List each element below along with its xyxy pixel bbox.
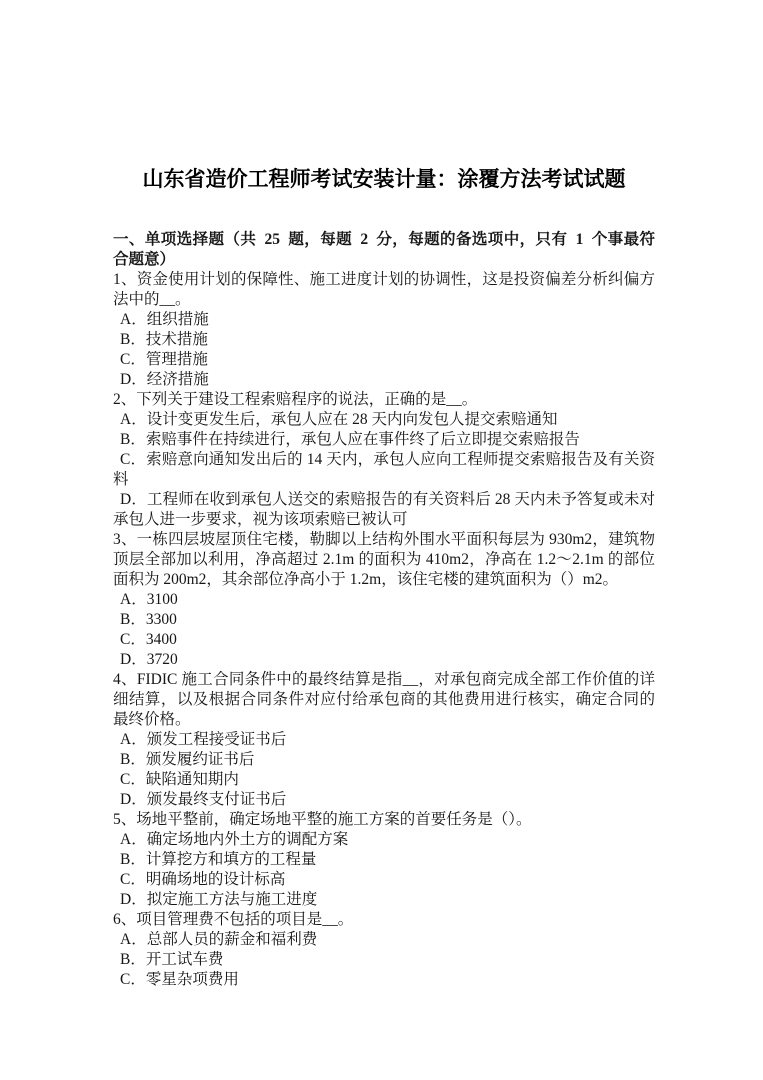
option-label: B．	[120, 611, 146, 628]
question-number: 6、	[113, 911, 137, 928]
option-label: C．	[120, 771, 146, 788]
option-label: C．	[120, 971, 146, 988]
option-label: B．	[120, 851, 146, 868]
options-list	[113, 310, 655, 390]
answer-option	[113, 850, 655, 870]
option-label: A．	[120, 731, 147, 748]
answer-option	[113, 650, 655, 670]
answer-option	[113, 890, 655, 910]
option-label: C．	[120, 631, 146, 648]
answer-option	[113, 350, 655, 370]
question	[113, 670, 655, 810]
question	[113, 390, 655, 530]
option-text: 3100	[146, 591, 178, 608]
option-label: D．	[120, 651, 147, 668]
answer-option	[113, 930, 655, 950]
question	[113, 270, 655, 390]
option-label: D．	[120, 371, 147, 388]
answer-option	[113, 730, 655, 750]
answer-option	[113, 950, 655, 970]
option-text: 计算挖方和填方的工程量	[145, 851, 317, 868]
question-stem	[113, 670, 655, 730]
question-stem	[113, 530, 655, 590]
answer-option	[113, 790, 655, 810]
question	[113, 810, 655, 910]
question-number: 1、	[113, 271, 137, 288]
option-label: A．	[120, 591, 147, 608]
option-label: B．	[120, 331, 146, 348]
option-text: 开工试车费	[145, 951, 224, 968]
answer-option	[113, 590, 655, 610]
option-text: 缺陷通知期内	[145, 771, 239, 788]
option-text: 颁发履约证书后	[145, 751, 255, 768]
question-text: FIDIC 施工合同条件中的最终结算是指__，对承包商完成全部工作价值的详细结算，以及根据合同条件对应付给承包商的其他费用进行核实，确定合同的最终价格。	[113, 671, 655, 728]
answer-option	[113, 970, 655, 990]
option-label: C．	[120, 351, 146, 368]
section-heading: 一、单项选择题（共 25 题，每题 2 分，每题的备选项中，只有 1 个事最符合题意）	[113, 231, 655, 268]
option-text: 工程师在收到承包人送交的索赔报告的有关资料后 28 天内未予答复或未对承包人进一步要求，视为该项索赔已被认可	[113, 491, 655, 528]
answer-option	[113, 610, 655, 630]
question-text: 项目管理费不包括的项目是__。	[136, 911, 354, 928]
options-list	[113, 730, 655, 810]
question	[113, 910, 655, 990]
question-number: 4、	[113, 671, 137, 688]
option-text: 明确场地的设计标高	[145, 871, 286, 888]
answer-option	[113, 830, 655, 850]
answer-option	[113, 410, 655, 430]
question-text: 一栋四层坡屋顶住宅楼，勒脚以上结构外围水平面积每层为 930m2，建筑物顶层全部加以利用，净高超过 2.1m 的面积为 410m2，净高在 1.2～2.1m 的部位面积为 200m2，其余部位净高小于 1.2m，该住宅楼的建筑面积为（）m2。	[113, 531, 655, 588]
options-list	[113, 830, 655, 910]
option-label: D．	[120, 791, 147, 808]
option-text: 组织措施	[146, 311, 209, 328]
option-text: 颁发最终支付证书后	[146, 791, 287, 808]
answer-option	[113, 450, 655, 490]
answer-option	[113, 490, 655, 530]
options-list	[113, 590, 655, 670]
option-text: 总部人员的薪金和福利费	[146, 931, 318, 948]
question-number: 3、	[113, 531, 137, 548]
option-label: B．	[120, 951, 146, 968]
option-label: B．	[120, 751, 146, 768]
option-text: 设计变更发生后，承包人应在 28 天内向发包人提交索赔通知	[146, 411, 558, 428]
option-text: 管理措施	[145, 351, 208, 368]
option-text: 索赔事件在持续进行，承包人应在事件终了后立即提交索赔报告	[145, 431, 580, 448]
question-number: 2、	[113, 391, 137, 408]
question-stem	[113, 910, 655, 930]
answer-option	[113, 370, 655, 390]
document-title: 山东省造价工程师考试安装计量：涂覆方法考试试题	[142, 167, 626, 191]
question-text: 资金使用计划的保障性、施工进度计划的协调性，这是投资偏差分析纠偏方法中的__。	[113, 271, 655, 308]
option-text: 3720	[146, 651, 178, 668]
option-label: A．	[120, 931, 147, 948]
option-text: 颁发工程接受证书后	[146, 731, 287, 748]
option-text: 拟定施工方法与施工进度	[146, 891, 318, 908]
option-text: 确定场地内外土方的调配方案	[146, 831, 349, 848]
question-number: 5、	[113, 811, 137, 828]
questions-list	[113, 270, 655, 990]
options-list	[113, 930, 655, 990]
options-list	[113, 410, 655, 530]
answer-option	[113, 630, 655, 650]
answer-option	[113, 870, 655, 890]
option-label: A．	[120, 411, 147, 428]
exam-document	[113, 0, 655, 990]
answer-option	[113, 310, 655, 330]
question-stem	[113, 390, 655, 410]
answer-option	[113, 770, 655, 790]
option-text: 零星杂项费用	[145, 971, 239, 988]
answer-option	[113, 330, 655, 350]
option-text: 3300	[145, 611, 177, 628]
option-label: D．	[120, 491, 147, 508]
option-label: C．	[120, 451, 147, 468]
question-text: 下列关于建设工程索赔程序的说法，正确的是__。	[136, 391, 478, 408]
option-text: 经济措施	[146, 371, 209, 388]
answer-option	[113, 750, 655, 770]
option-text: 3400	[145, 631, 177, 648]
option-label: A．	[120, 311, 147, 328]
question-stem	[113, 810, 655, 830]
option-label: D．	[120, 891, 147, 908]
question-stem	[113, 270, 655, 310]
option-text: 技术措施	[145, 331, 208, 348]
option-label: A．	[120, 831, 147, 848]
option-label: C．	[120, 871, 146, 888]
answer-option	[113, 430, 655, 450]
option-label: B．	[120, 431, 146, 448]
option-text: 索赔意向通知发出后的 14 天内，承包人应向工程师提交索赔报告及有关资料	[113, 451, 655, 488]
question	[113, 530, 655, 670]
question-text: 场地平整前，确定场地平整的施工方案的首要任务是（）。	[136, 811, 532, 828]
